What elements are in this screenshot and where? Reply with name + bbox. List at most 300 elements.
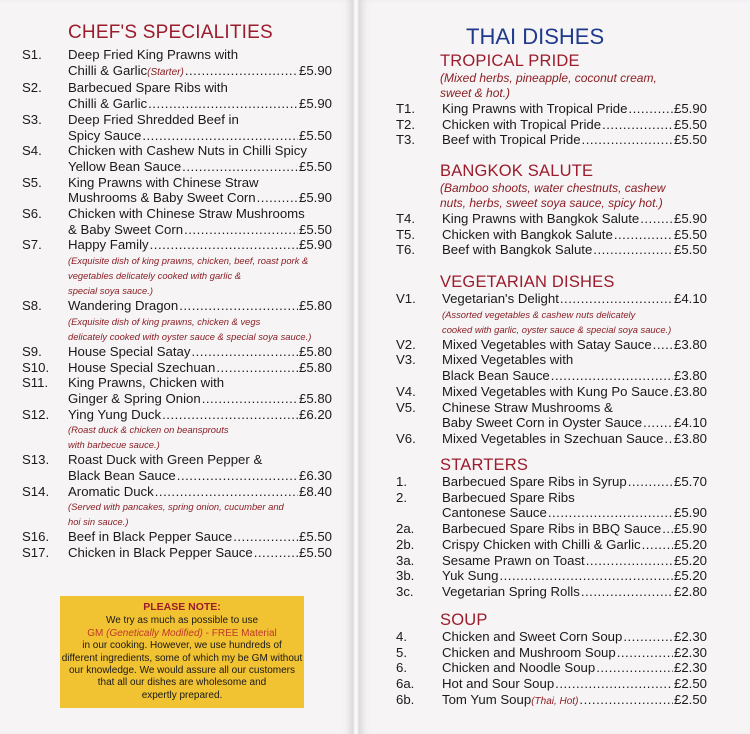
item-name: Chinese Straw Mushrooms &	[442, 399, 613, 415]
leader-dots	[202, 391, 298, 407]
menu-item	[396, 645, 707, 661]
vegetarian-dishes-list	[396, 291, 707, 447]
gm-notice	[60, 596, 304, 708]
tropical-pride-title: TROPICAL PRIDE	[440, 52, 580, 70]
item-body	[442, 337, 707, 353]
item-body	[442, 521, 707, 537]
leader-dots	[628, 101, 673, 117]
item-price: £5.20	[673, 568, 707, 584]
item-body	[68, 206, 332, 237]
item-line	[68, 468, 332, 484]
item-body	[68, 407, 332, 453]
item-name: Black Bean Sauce	[442, 368, 550, 384]
item-name: Barbecued Spare Ribs	[442, 489, 575, 505]
menu-item	[396, 227, 707, 243]
item-number: S17.	[22, 545, 50, 561]
menu-item	[396, 101, 707, 117]
item-price: £5.50	[298, 158, 332, 174]
menu-item	[396, 431, 707, 447]
leader-dots	[642, 537, 673, 553]
item-description: (Exquisite dish of king prawns, chicken, beef, roast pork &	[68, 255, 309, 267]
item-number: S11.	[22, 375, 49, 391]
leader-dots	[593, 242, 673, 258]
item-description: (Assorted vegetables & cashew nuts delicately	[442, 308, 636, 320]
item-price: £2.30	[673, 644, 707, 660]
leader-dots	[257, 190, 298, 206]
item-line	[442, 584, 707, 600]
item-line	[442, 629, 707, 645]
leader-dots	[602, 117, 673, 133]
leader-dots	[628, 474, 673, 490]
item-description: (Exquisite dish of king prawns, chicken & vegs	[68, 315, 261, 327]
item-name: Black Bean Sauce	[68, 468, 176, 484]
menu-item	[22, 375, 332, 406]
item-number: 6a.	[396, 676, 415, 692]
item-name: Ginger & Spring Onion	[68, 390, 201, 406]
leader-dots	[582, 132, 673, 148]
item-line	[442, 431, 707, 447]
item-number: T5.	[396, 226, 416, 242]
item-number: S13.	[22, 452, 50, 468]
leader-dots	[184, 222, 298, 238]
item-line	[442, 384, 707, 400]
item-line	[442, 553, 707, 569]
item-line	[442, 211, 707, 227]
item-price: £6.20	[298, 406, 332, 422]
menu-item	[22, 452, 332, 483]
item-name: Wandering Dragon	[68, 298, 179, 314]
menu-item	[22, 298, 332, 344]
item-price: £5.20	[673, 536, 707, 552]
menu-item	[22, 47, 332, 80]
leader-dots	[155, 484, 298, 500]
item-number: S1.	[22, 47, 42, 62]
item-body	[442, 553, 707, 569]
leader-dots	[551, 368, 673, 384]
leader-dots	[623, 629, 673, 645]
item-name: Beef with Tropical Pride	[442, 132, 581, 148]
leader-dots	[179, 298, 298, 314]
item-number: 3c.	[396, 583, 414, 599]
item-line	[68, 529, 332, 545]
item-name: Beef in Black Pepper Sauce	[68, 529, 233, 545]
item-line	[442, 337, 707, 353]
notice-line: different ingredients, some of which my be GM without	[61, 652, 303, 664]
item-line	[68, 237, 332, 253]
item-body	[442, 660, 707, 676]
item-price: £5.90	[673, 521, 707, 537]
item-price: £5.80	[298, 390, 332, 406]
notice-line: expertly prepared.	[141, 689, 223, 701]
leader-dots	[662, 521, 673, 537]
item-price: £3.80	[673, 336, 707, 352]
item-price: £3.80	[673, 430, 707, 446]
item-price: £2.30	[673, 629, 707, 644]
notice-line-gm	[60, 628, 304, 640]
item-price: £2.50	[673, 691, 707, 707]
item-name: Sesame Prawn on Toast	[442, 552, 585, 568]
item-name: Happy Family	[68, 237, 149, 253]
leader-dots	[499, 568, 673, 584]
item-line	[68, 112, 332, 128]
leader-dots	[555, 676, 673, 692]
item-line	[68, 545, 332, 561]
item-line	[442, 227, 707, 243]
item-name: Mushrooms & Baby Sweet Corn	[68, 190, 256, 206]
menu-item	[396, 584, 707, 600]
item-name: Baby Sweet Corn in Oyster Sauce	[442, 415, 643, 431]
item-body	[68, 545, 332, 561]
menu-item	[22, 545, 332, 561]
item-number: S10.	[22, 359, 50, 375]
leader-dots	[182, 159, 298, 175]
bangkok-salute-title: BANGKOK SALUTE	[440, 162, 594, 180]
menu-item	[396, 660, 707, 676]
item-line	[68, 159, 332, 175]
item-name: Barbecued Spare Ribs in Syrup	[442, 474, 627, 489]
menu-item	[22, 206, 332, 237]
menu-item	[396, 490, 707, 521]
item-body	[442, 291, 707, 337]
item-name: Barbecued Spare Ribs in BBQ Sauce	[442, 521, 662, 537]
item-price: £5.20	[673, 552, 707, 568]
item-price: £8.40	[298, 483, 332, 499]
item-name: Mixed Vegetables with Satay Sauce	[442, 336, 652, 352]
leader-dots	[560, 291, 673, 307]
notice-title: PLEASE NOTE:	[143, 601, 221, 613]
item-number: V2.	[396, 336, 416, 352]
item-number: V4.	[396, 383, 416, 399]
menu-item	[396, 537, 707, 553]
item-body	[68, 298, 332, 344]
item-body	[68, 237, 332, 298]
tropical-pride-list	[396, 101, 707, 148]
item-price: £5.50	[298, 127, 332, 143]
item-name: Tom Yum Soup	[442, 691, 532, 707]
leader-dots	[579, 692, 673, 708]
item-price: £2.30	[673, 660, 707, 676]
menu-item	[396, 384, 707, 400]
item-name: House Special Satay	[68, 343, 191, 359]
item-name: House Special Szechuan	[68, 359, 216, 375]
menu-item	[22, 175, 332, 206]
item-price: £5.90	[298, 190, 332, 206]
item-line	[68, 190, 332, 206]
item-line	[68, 206, 332, 222]
item-number: S3.	[22, 111, 42, 127]
item-price: £5.80	[298, 359, 332, 375]
item-name: Chicken with Bangkok Salute	[442, 226, 613, 242]
item-line	[442, 474, 707, 490]
item-body	[442, 676, 707, 692]
chefs-specialities-list	[22, 47, 332, 561]
item-body	[442, 132, 707, 148]
menu-item	[396, 553, 707, 569]
item-name: Vegetarian's Delight	[442, 291, 559, 306]
notice-gm-free: - FREE Material	[205, 627, 277, 639]
item-body	[442, 568, 707, 584]
item-body	[442, 645, 707, 661]
leader-dots	[148, 96, 298, 112]
item-number: V5.	[396, 399, 416, 415]
item-line	[68, 344, 332, 360]
leader-dots	[548, 505, 673, 521]
item-line	[442, 132, 707, 148]
item-line	[68, 63, 332, 81]
item-line	[442, 415, 707, 431]
menu-item	[22, 484, 332, 530]
leader-dots	[216, 360, 298, 376]
item-line	[68, 222, 332, 238]
item-price: £5.90	[298, 237, 332, 253]
page-fold	[352, 0, 360, 734]
item-price: £5.90	[673, 211, 707, 226]
leader-dots	[177, 468, 298, 484]
item-price: £5.80	[298, 343, 332, 359]
item-name: Yellow Bean Sauce	[68, 158, 182, 174]
item-name: Vegetarian Spring Rolls	[442, 583, 580, 599]
item-inline-note: (Thai, Hot)	[531, 695, 579, 707]
item-name: Crispy Chicken with Chilli & Garlic	[442, 536, 641, 552]
soup-title: SOUP	[440, 611, 488, 629]
menu-item	[22, 529, 332, 545]
item-number: 6.	[396, 660, 407, 676]
menu-item	[396, 676, 707, 692]
item-number: T2.	[396, 116, 416, 132]
menu-item	[396, 291, 707, 337]
menu-item	[396, 242, 707, 258]
item-body	[68, 175, 332, 206]
item-price: £5.90	[673, 505, 707, 521]
item-price: £5.50	[673, 242, 707, 258]
item-line	[442, 490, 707, 506]
item-body	[68, 529, 332, 545]
menu-item	[22, 80, 332, 111]
item-number: S12.	[22, 406, 50, 422]
menu-item	[22, 112, 332, 143]
menu-item	[396, 211, 707, 227]
item-body	[442, 211, 707, 227]
item-body	[68, 452, 332, 483]
item-number: 2a.	[396, 521, 415, 537]
leader-dots	[643, 415, 673, 431]
item-number: S2.	[22, 80, 42, 96]
item-body	[68, 360, 332, 376]
item-body	[68, 80, 332, 111]
item-number: T6.	[396, 242, 416, 258]
item-price: £2.80	[673, 583, 707, 599]
item-price: £3.80	[673, 383, 707, 399]
item-number: V3.	[396, 352, 416, 368]
item-line	[68, 298, 332, 314]
item-name: Hot and Sour Soup	[442, 676, 555, 692]
item-line	[442, 521, 707, 537]
item-description: (Roast duck & chicken on beansprouts	[68, 424, 229, 436]
item-body	[442, 242, 707, 258]
item-body	[442, 537, 707, 553]
item-number: S14.	[22, 483, 50, 499]
item-name: Ying Yung Duck	[68, 406, 162, 422]
item-number: 6b.	[396, 691, 415, 707]
item-line	[68, 452, 332, 468]
item-body	[68, 344, 332, 360]
item-number: 2b.	[396, 536, 415, 552]
item-line	[442, 101, 707, 117]
item-number: S6.	[22, 206, 42, 222]
item-body	[442, 692, 707, 710]
item-body	[442, 227, 707, 243]
item-name: Roast Duck with Green Pepper &	[68, 452, 263, 468]
item-description: vegetables delicately cooked with garlic &	[68, 270, 242, 282]
item-line	[68, 143, 332, 159]
item-line	[68, 360, 332, 376]
leader-dots	[191, 344, 298, 360]
notice-line: We try as much as possible to use	[105, 615, 259, 627]
item-body	[442, 431, 707, 447]
leader-dots	[653, 337, 673, 353]
item-price: £5.90	[298, 62, 332, 78]
item-number: 2.	[396, 489, 407, 505]
menu-item	[22, 143, 332, 174]
item-number: T1.	[396, 101, 416, 116]
item-line	[442, 352, 707, 368]
thai-dishes-heading: THAI DISHES	[466, 24, 605, 49]
item-name: King Prawns with Tropical Pride	[442, 101, 628, 116]
item-body	[442, 117, 707, 133]
item-name: Mixed Vegetables with	[442, 352, 574, 368]
item-line	[442, 645, 707, 661]
item-name: Chicken with Chinese Straw Mushrooms	[68, 206, 305, 222]
leader-dots	[640, 211, 673, 227]
item-name: Mixed Vegetables in Szechuan Sauce	[442, 430, 664, 446]
item-description: special soya sauce.)	[68, 285, 153, 297]
bangkok-salute-list	[396, 211, 707, 258]
leader-dots	[617, 645, 673, 661]
menu-item	[396, 521, 707, 537]
item-line	[68, 80, 332, 96]
leader-dots	[150, 237, 298, 253]
soup-list	[396, 629, 707, 710]
item-line	[442, 660, 707, 676]
item-number: 3a.	[396, 552, 415, 568]
item-price: £5.50	[673, 132, 707, 148]
item-inline-note: (Starter)	[147, 66, 184, 78]
item-description: hoi sin sauce.)	[68, 516, 129, 528]
item-name: Spicy Sauce	[68, 127, 142, 143]
item-number: V1.	[396, 291, 416, 306]
menu-item	[396, 337, 707, 353]
item-name: Deep Fried Shredded Beef in	[68, 111, 239, 127]
item-body	[68, 484, 332, 530]
item-name: Chilli & Garlic	[68, 96, 148, 112]
item-line	[442, 368, 707, 384]
item-number: 4.	[396, 629, 407, 644]
item-name: King Prawns, Chicken with	[68, 375, 225, 391]
item-line	[68, 375, 332, 391]
item-name: Cantonese Sauce	[442, 505, 547, 521]
item-number: S4.	[22, 143, 42, 159]
menu-item	[396, 568, 707, 584]
item-price: £4.10	[673, 291, 707, 306]
menu-item	[396, 400, 707, 431]
item-number: S9.	[22, 343, 42, 359]
item-body	[442, 584, 707, 600]
item-line	[68, 484, 332, 500]
leader-dots	[664, 431, 673, 447]
item-price: £5.80	[298, 298, 332, 314]
item-number: S16.	[22, 529, 50, 545]
item-name: King Prawns with Bangkok Salute	[442, 211, 640, 226]
item-name: Chicken with Tropical Pride	[442, 116, 602, 132]
item-number: 3b.	[396, 568, 415, 584]
item-name: Chicken and Sweet Corn Soup	[442, 629, 623, 644]
item-name: Chicken and Mushroom Soup	[442, 644, 616, 660]
leader-dots	[586, 553, 673, 569]
item-price: £2.50	[673, 676, 707, 692]
vegetarian-dishes-title: VEGETARIAN DISHES	[440, 273, 615, 291]
menu-item	[396, 132, 707, 148]
leader-dots	[142, 128, 298, 144]
item-name: & Baby Sweet Corn	[68, 221, 184, 237]
chefs-specialities-heading: CHEF'S SPECIALITIES	[68, 22, 273, 43]
item-name: Aromatic Duck	[68, 483, 154, 499]
tropical-pride-desc-2: sweet & hot.)	[440, 86, 511, 100]
tropical-pride-desc-1: (Mixed herbs, pineapple, coconut cream,	[440, 71, 657, 85]
menu-item	[396, 474, 707, 490]
menu-item	[22, 407, 332, 453]
item-number: T3.	[396, 132, 416, 148]
item-name: Chicken with Cashew Nuts in Chilli Spicy	[68, 143, 307, 159]
item-price: £5.50	[673, 226, 707, 242]
item-name: Barbecued Spare Ribs with	[68, 80, 228, 96]
leader-dots	[162, 407, 298, 423]
notice-gm-expansion: (Genetically Modified)	[103, 627, 206, 639]
item-number: S5.	[22, 174, 42, 190]
item-body	[442, 474, 707, 490]
notice-line: our knowledge. We would assure all our customers	[68, 665, 296, 677]
item-body	[442, 101, 707, 117]
item-description: (Served with pancakes, spring onion, cucumber and	[68, 501, 284, 513]
item-description: with barbecue sauce.)	[68, 439, 160, 451]
item-description: delicately cooked with oyster sauce & special soya sauce.)	[68, 330, 312, 342]
item-name: King Prawns with Chinese Straw	[68, 174, 259, 190]
item-body	[68, 47, 332, 80]
menu-item	[22, 344, 332, 360]
leader-dots	[614, 227, 673, 243]
item-price: £5.90	[298, 96, 332, 112]
item-line	[68, 128, 332, 144]
item-line	[68, 96, 332, 112]
menu-item	[22, 360, 332, 376]
item-name: Deep Fried King Prawns with	[68, 47, 239, 62]
item-name: Yuk Sung	[442, 568, 499, 584]
item-body	[442, 384, 707, 400]
item-price: £5.50	[298, 545, 332, 561]
item-line	[442, 537, 707, 553]
item-line	[442, 242, 707, 258]
item-name: Mixed Vegetables with Kung Po Sauce	[442, 383, 669, 399]
item-body	[442, 629, 707, 645]
item-line	[442, 676, 707, 692]
item-number: 1.	[396, 474, 407, 489]
menu-item	[396, 692, 707, 710]
leader-dots	[233, 529, 298, 545]
item-line	[68, 175, 332, 191]
item-name: Chilli & Garlic	[68, 62, 148, 78]
leader-dots	[185, 63, 298, 79]
item-price: £5.50	[298, 529, 332, 545]
item-description: cooked with garlic, oyster sauce & special soya sauce.)	[442, 323, 672, 335]
